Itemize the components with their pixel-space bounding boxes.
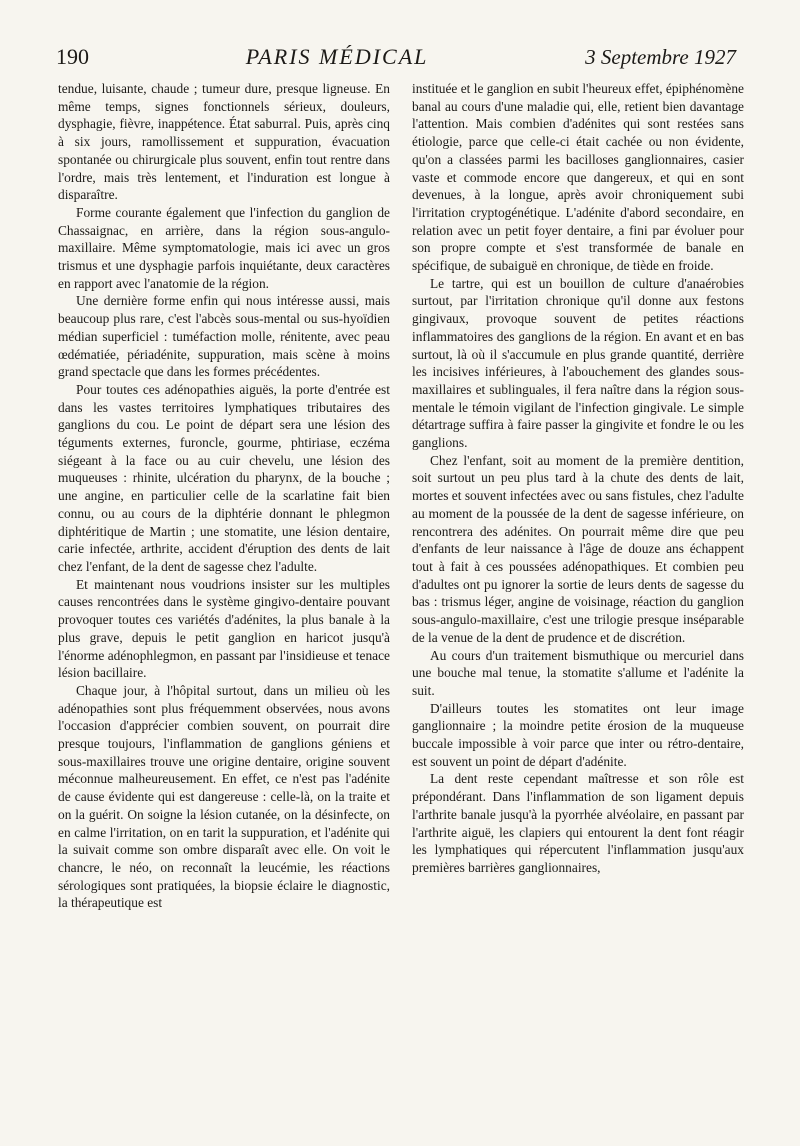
paragraph: instituée et le ganglion en subit l'heureux effet, épiphénomène banal au cours d'une maladie qui, elle, retient bien davantage l'attention. Mais combien d'adénites qui sont restées sans étiologie, parce que celle-ci était cachée ou non évidente, qu'on a classées parmi les bacilloses ganglionnaires, casier vaste et commode encore que dangereux, et qui en sont devenues, à la longue, après avoir chroniquement subi l'irritation cryptogénétique. L'adénite d'abord secondaire, en relation avec un petit foyer dentaire, a fini par évoluer pour son propre compte et s'est transformée de banale en spécifique, de subaiguë en chronique, de tiède en froide. xyxy=(412,81,744,274)
paragraph: Chez l'enfant, soit au moment de la première dentition, soit surtout un peu plus tard à la chute des dents de lait, mortes et souvent infectées avec ou sans fistules, chez l'adulte au moment de la poussée de la dent de sagesse inférieure, on rencontrera des adénites. On pourrait même dire que peu d'enfants de leur naissance à l'âge de douze ans échappent tout à fait à ces poussées adénopathiques. Et combien peu d'adultes ont pu ignorer la sortie de leurs dents de sagesse du bas : trismus léger, angine de voisinage, réaction du ganglion sous-angulo-maxillaire, c'est une trilogie presque inséparable de la venue de la dent de prudence et de discrétion. xyxy=(412,452,744,645)
journal-title: PARIS MÉDICAL xyxy=(245,44,429,69)
issue-date: 3 Septembre 1927 xyxy=(585,45,736,69)
page-header xyxy=(56,44,736,78)
paragraph: Et maintenant nous voudrions insister sur les multiples causes rencontrées dans le système gingivo-dentaire pouvant provoquer toutes ces variétés d'adénites, la plus banale à la plus grave, depuis le petit ganglion en haricot jusqu'à l'énorme adénophlegmon, en passant par l'insidieuse et tenace lésion bacillaire. xyxy=(58,576,390,681)
paragraph: Une dernière forme enfin qui nous intéresse aussi, mais beaucoup plus rare, c'est l'abcès sous-mental ou sus-hyoïdien médian superficiel : tuméfaction molle, rénitente, avec peau œdématiée, périadénite, suppuration, mais scène à moins grand spectacle que dans les formes précédentes. xyxy=(58,293,390,380)
paragraph: La dent reste cependant maîtresse et son rôle est prépondérant. Dans l'inflammation de son ligament depuis l'arthrite banale jusqu'à la pyorrhée alvéolaire, en passant par l'arthrite aiguë, les clapiers qui entourent la dent font réagir les lymphatiques qui répercutent l'inflammation jusqu'aux premières barrières ganglionnaires, xyxy=(412,771,744,875)
paragraph: Pour toutes ces adénopathies aiguës, la porte d'entrée est dans les vastes territoires lymphatiques tributaires des ganglions du cou. Le point de départ sera une lésion des téguments externes, furoncle, gourme, phtiriase, eczéma siégeant à la face ou au cuir chevelu, une lésion des muqueuses : rhinite, ulcération du pharynx, de la bouche ; une angine, en particulier celle de la scarlatine fait bien connu, ou au cours de la diphtérie donnant le phlegmon diphtéritique de Martin ; une stomatite, une lésion dentaire, carie infectée, arthrite, accident d'éruption des dents de lait chez l'enfant, de la dent de sagesse chez l'adulte. xyxy=(58,381,390,574)
left-column xyxy=(58,80,390,912)
paragraph: Chaque jour, à l'hôpital surtout, dans un milieu où les adénopathies sont plus fréquemment observées, nous avons l'occasion d'apprécier combien souvent, on pourrait dire presque toujours, l'inflammation de ganglions géniens et sous-maxillaires trouve une origine dentaire, origine souvent méconnue malheureusement. En effet, ce n'est pas l'adénite de cause évidente qui est dangereuse : celle-là, on la traite et on la guérit. On soigne la lésion cutanée, on la désinfecte, on en calme l'irritation, on en tarit la suppuration, et l'adénite qui la suivait comme son ombre disparaît avec elle. On voit le chancre, le néo, on reconnaît la leucémie, les réactions sérologiques sont pratiquées, la biopsie éclaire le diagnostic, la thérapeutique est xyxy=(58,682,390,911)
paragraph: Le tartre, qui est un bouillon de culture d'anaérobies surtout, par l'irritation chronique qu'il donne aux festons gingivaux, provoque souvent de petites réactions inflammatoires des ganglions de la région. En avant et en bas surtout, là où il s'accumule en plus grande quantité, derrière les incisives inférieures, à l'abouchement des glandes sous-maxillaires et sublinguales, il fera naître dans la région sous-mentale le témoin vigilant de l'infection gingivale. Le simple détartrage suffira à faire passer la gingivite et fondre le ou les ganglions. xyxy=(412,275,744,451)
paragraph: Forme courante également que l'infection du ganglion de Chassaignac, en arrière, dans la région sous-angulo-maxillaire. Même symptomatologie, mais ici avec un gros trismus et une dysphagie parfois inquiétante, deux caractères en rapport avec l'anatomie de la région. xyxy=(58,204,390,291)
paragraph: tendue, luisante, chaude ; tumeur dure, presque ligneuse. En même temps, signes fonctionnels sérieux, douleurs, dysphagie, fièvre, inappétence. État saburral. Puis, après cinq à six jours, ramollissement et suppuration, évacuation spontanée ou chirurgicale plus souvent, enfin tout rentre dans l'ordre, mais très lentement, et l'induration est longue à disparaître. xyxy=(58,81,390,203)
paragraph: Au cours d'un traitement bismuthique ou mercuriel dans une bouche mal tenue, la stomatite s'allume et l'adénite la suit. xyxy=(412,647,744,698)
right-column xyxy=(412,80,744,877)
paragraph: D'ailleurs toutes les stomatites ont leur image ganglionnaire ; la moindre petite érosion de la muqueuse buccale impossible à voir parce que inter ou rétro-dentaire, est souvent un point de départ d'adénite. xyxy=(412,700,744,769)
page-number: 190 xyxy=(56,44,89,69)
